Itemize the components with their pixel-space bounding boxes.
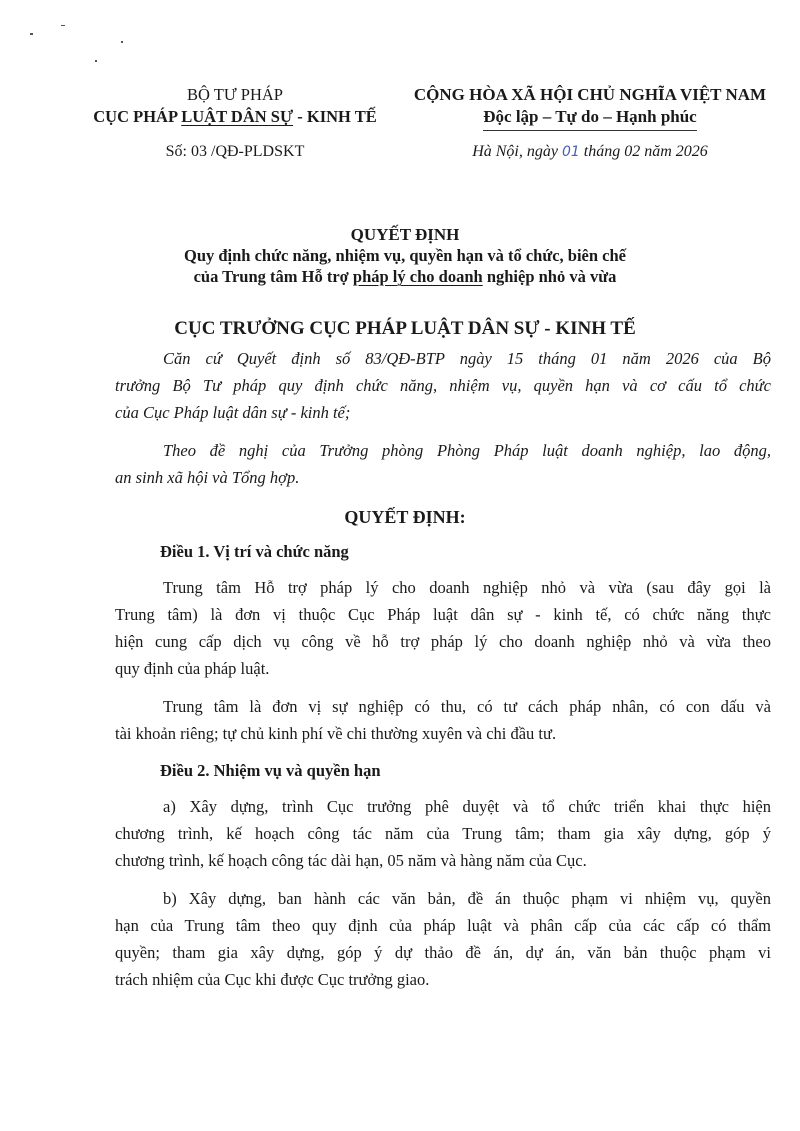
article-1-heading: Điều 1. Vị trí và chức năng (160, 542, 349, 561)
preamble-line: an sinh xã hội và Tổng hợp. (115, 468, 300, 487)
article-2-line: chương trình, kế hoạch công tác dài hạn, 05 năm và hàng năm của Cục. (115, 851, 587, 870)
scan-speck (30, 33, 33, 35)
department-name (50, 106, 420, 128)
department-prefix: CỤC PHÁP (93, 107, 182, 126)
country-name: CỘNG HÒA XÃ HỘI CHỦ NGHĨA VIỆT NAM (413, 85, 767, 104)
national-motto: Độc lập – Tự do – Hạnh phúc (483, 106, 696, 131)
issuing-agency-block (50, 84, 420, 128)
subtitle-line2-underlined: pháp lý cho doanh (352, 267, 483, 286)
article-2-heading: Điều 2. Nhiệm vụ và quyền hạn (160, 761, 381, 780)
department-suffix: - KINH TẾ (293, 107, 377, 126)
date-suffix: tháng 02 năm 2026 (579, 143, 708, 160)
decision-subtitle-line1: Quy định chức năng, nhiệm vụ, quyền hạn và tổ chức, biên chế (183, 246, 627, 265)
article-2-line: quyền; tham gia xây dựng, góp ý dự thảo đề án, dự án, văn bản thuộc phạm vi (115, 943, 771, 962)
article-2-line: b) Xây dựng, ban hành các văn bản, đề án thuộc phạm vi nhiệm vụ, quyền (163, 889, 771, 908)
subtitle-line2-suffix: nghiệp nhỏ và vừa (482, 267, 617, 286)
date-prefix: Hà Nội, ngày (472, 143, 562, 160)
preamble-line: Theo đề nghị của Trưởng phòng Phòng Pháp luật doanh nghiệp, lao động, (163, 441, 771, 460)
article-2-line: trách nhiệm của Cục khi được Cục trưởng giao. (115, 970, 430, 989)
date-line (395, 143, 785, 161)
decision-title-block (60, 224, 750, 287)
article-1-line: tài khoản riêng; tự chủ kinh phí về chi thường xuyên và chi đầu tư. (115, 724, 557, 743)
handwritten-day: 01 (561, 144, 580, 160)
national-header-block (395, 84, 785, 131)
article-1-line: quy định của pháp luật. (115, 659, 270, 678)
article-1-line: hiện cung cấp dịch vụ công về hỗ trợ pháp lý cho doanh nghiệp nhỏ và vừa theo (115, 632, 771, 651)
article-1-line: Trung tâm Hỗ trợ pháp lý cho doanh nghiệp nhỏ và vừa (sau đây gọi là (163, 578, 771, 597)
document-number: Số: 03 /QĐ-PLDSKT (165, 143, 305, 160)
article-2-line: hạn của Trung tâm theo quy định của pháp luật và phân cấp của các cấp có thẩm (115, 916, 771, 935)
preamble-line: trưởng Bộ Tư pháp quy định chức năng, nhiệm vụ, quyền hạn và cơ cấu tổ chức (115, 376, 771, 395)
preamble-line: của Cục Pháp luật dân sự - kinh tế; (115, 403, 351, 422)
decision-heading: QUYẾT ĐỊNH: (344, 507, 466, 527)
decision-title: QUYẾT ĐỊNH (350, 225, 460, 244)
ministry-name: BỘ TƯ PHÁP (187, 85, 283, 104)
scan-speck (95, 60, 97, 62)
decision-subtitle-line2 (60, 266, 750, 287)
article-1-line: Trung tâm là đơn vị sự nghiệp có thu, có tư cách pháp nhân, có con dấu và (163, 697, 771, 716)
scan-speck (121, 41, 123, 43)
article-2-line: a) Xây dựng, trình Cục trưởng phê duyệt và tổ chức triển khai thực hiện (163, 797, 771, 816)
article-1-line: Trung tâm) là đơn vị thuộc Cục Pháp luật dân sự - kinh tế, có chức năng thực (115, 605, 771, 624)
department-underlined: LUẬT DÂN SỰ (181, 107, 294, 126)
scan-speck (61, 25, 65, 26)
article-2-line: chương trình, kế hoạch công tác năm của Trung tâm; tham gia xây dựng, góp ý (115, 824, 771, 843)
subtitle-line2-prefix: của Trung tâm Hỗ trợ (193, 267, 353, 286)
issuing-authority: CỤC TRƯỞNG CỤC PHÁP LUẬT DÂN SỰ - KINH TẾ (174, 318, 636, 339)
preamble-line: Căn cứ Quyết định số 83/QĐ-BTP ngày 15 tháng 01 năm 2026 của Bộ (163, 349, 771, 368)
